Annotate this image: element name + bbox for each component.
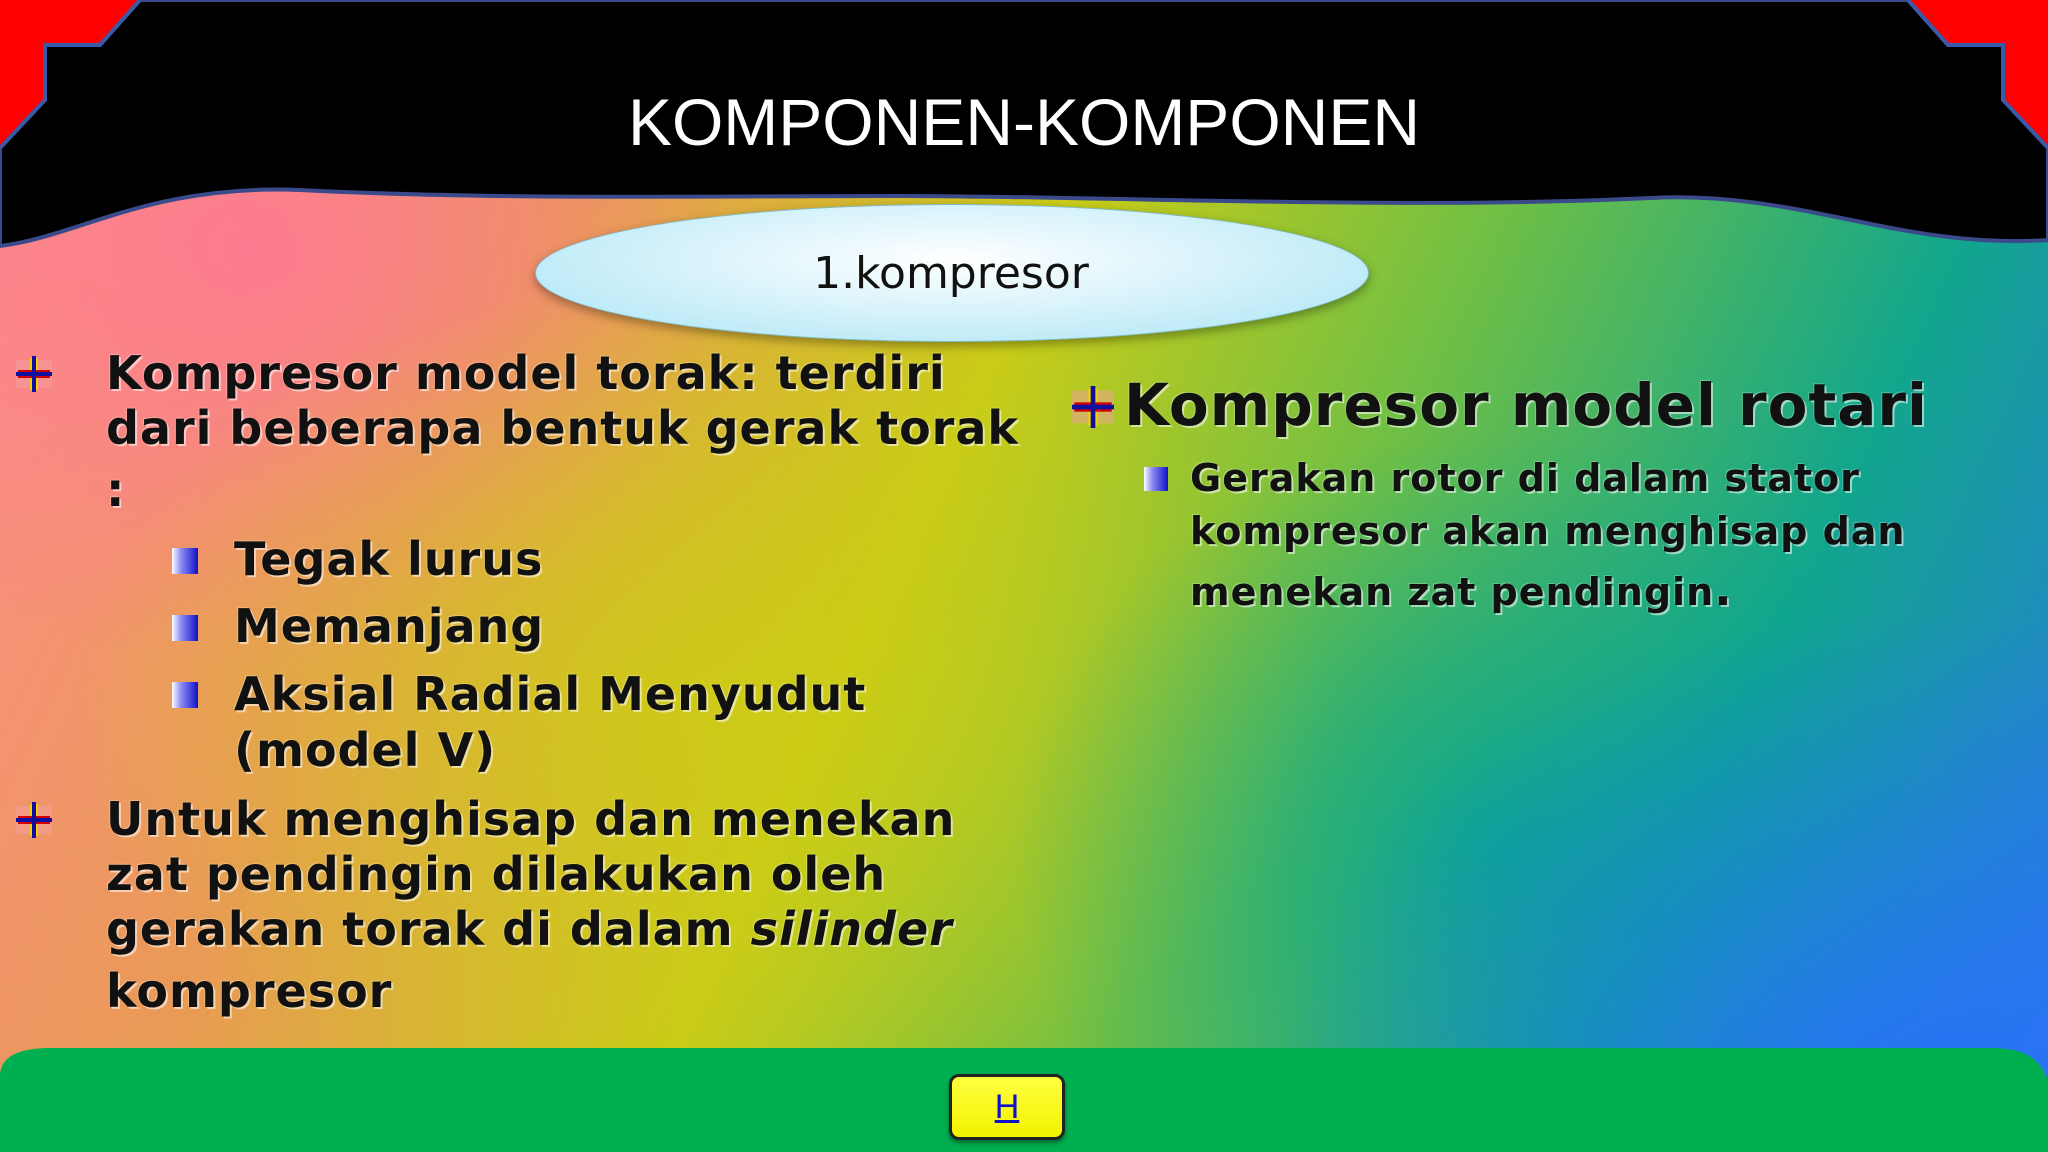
left-subitem-aksial-line2: (model V) <box>234 723 497 777</box>
bullet-plus-icon <box>16 802 52 838</box>
left-item2-line3 <box>106 902 953 957</box>
left-subitem-tegak-lurus: Tegak lurus <box>234 532 544 586</box>
bullet-square-icon <box>1144 467 1168 491</box>
left-item1-line1: Kompresor model torak: terdiri <box>106 346 946 400</box>
left-subitem-aksial-line1: Aksial Radial Menyudut <box>234 667 867 721</box>
subtitle-label: 1.kompresor <box>813 248 1089 299</box>
right-sub-line3-text: menekan zat pendingin <box>1190 570 1715 614</box>
right-sub-line3 <box>1190 563 1733 619</box>
right-item1: Kompresor model rotari <box>1124 371 1928 439</box>
left-item2-line1: Untuk menghisap dan menekan <box>106 792 956 846</box>
bullet-plus-icon <box>16 356 52 392</box>
left-item2-line4: kompresor <box>106 964 393 1018</box>
bullet-square-icon <box>172 548 198 574</box>
left-item1-line2: dari beberapa bentuk gerak torak <box>106 401 1019 455</box>
bullet-plus-icon <box>1072 386 1114 428</box>
home-button[interactable]: H <box>949 1074 1065 1140</box>
left-item2-line3-text: gerakan torak di dalam <box>106 902 751 956</box>
slide-title: KOMPONEN-KOMPONEN <box>627 85 1421 159</box>
left-item1-line3: : <box>106 463 126 517</box>
bullet-square-icon <box>172 615 198 641</box>
bullet-square-icon <box>172 682 198 708</box>
left-item2-italic-word: silinder <box>750 902 953 956</box>
right-sub-line1: Gerakan rotor di dalam stator <box>1190 456 1860 500</box>
left-subitem-memanjang: Memanjang <box>234 599 545 653</box>
left-item2-line2: zat pendingin dilakukan oleh <box>106 847 887 901</box>
right-sub-line2: kompresor akan menghisap dan <box>1190 509 1906 553</box>
right-sub-line3-period: . <box>1714 562 1733 616</box>
